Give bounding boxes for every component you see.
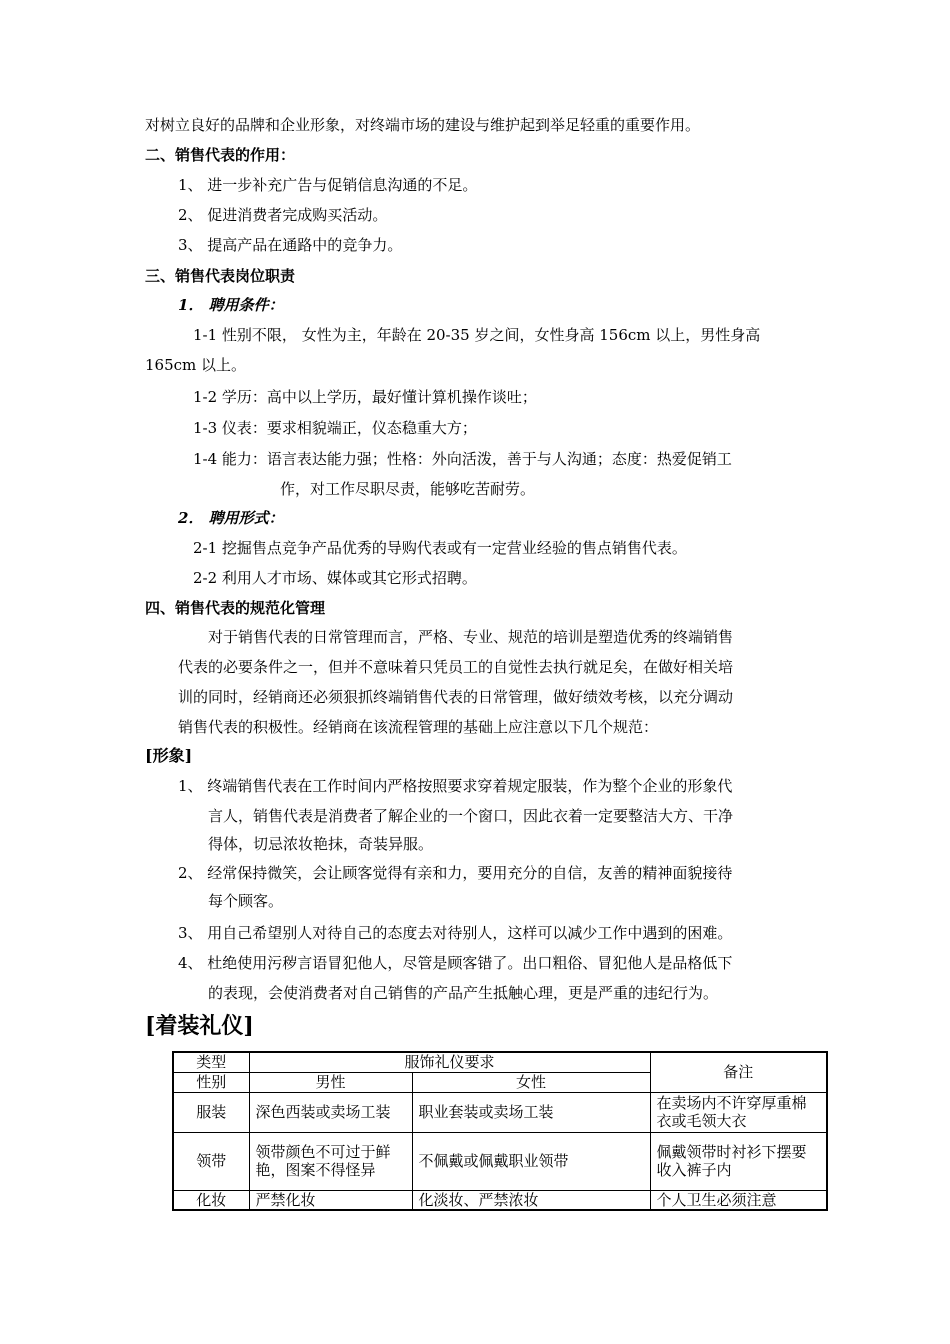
requirement-1-1-line2: 165cm 以上。 <box>145 356 247 374</box>
image-item-1-line2: 言人，销售代表是消费者了解企业的一个窗口，因此衣着一定要整洁大方、干净 <box>208 807 734 825</box>
row-male: 严禁化妆 <box>249 1190 412 1210</box>
row-type: 领带 <box>173 1132 249 1190</box>
row-note: 个人卫生必须注意 <box>650 1190 827 1210</box>
intro-paragraph: 对树立良好的品牌和企业形象，对终端市场的建设与维护起到举足轻重的重要作用。 <box>145 116 701 134</box>
header-type: 类型 <box>173 1052 249 1072</box>
dress-etiquette-heading: [着装礼仪] <box>145 1013 254 1039</box>
requirement-1-1-line1: 1-1 性别不限， 女性为主，年龄在 20-35 岁之间，女性身高 156cm 以上，男性身高 <box>193 326 761 344</box>
image-heading: [形象] <box>145 746 193 765</box>
image-item-1-line3: 得体，切忌浓妆艳抹，奇装异服。 <box>208 835 434 853</box>
dress-etiquette-table <box>172 1051 828 1211</box>
management-paragraph-line3: 训的同时，经销商还必须狠抓终端销售代表的日常管理，做好绩效考核，以充分调动 <box>178 688 734 706</box>
management-paragraph-line4: 销售代表的积极性。经销商在该流程管理的基础上应注意以下几个规范： <box>178 718 659 736</box>
row-note: 在卖场内不许穿厚重棉衣或毛领大衣 <box>650 1092 827 1132</box>
section2-item-2: 2、 促进消费者完成购买活动。 <box>178 206 388 224</box>
section4-heading: 四、销售代表的规范化管理 <box>145 599 326 617</box>
table-row <box>173 1190 827 1210</box>
hiring-form-2-2: 2-2 利用人才市场、媒体或其它形式招聘。 <box>193 569 477 587</box>
requirement-1-4-line2: 作，对工作尽职尽责，能够吃苦耐劳。 <box>280 480 536 498</box>
requirement-1-3: 1-3 仪表：要求相貌端正，仪态稳重大方； <box>193 419 477 437</box>
row-female: 职业套装或卖场工装 <box>412 1092 650 1132</box>
row-female: 不佩戴或佩戴职业领带 <box>412 1132 650 1190</box>
section2-heading: 二、销售代表的作用： <box>145 146 296 164</box>
image-item-4-line2: 的表现，会使消费者对自己销售的产品产生抵触心理，更是严重的违纪行为。 <box>208 984 719 1002</box>
image-item-4-line1: 4、 杜绝使用污秽言语冒犯他人，尽管是顾客错了。出口粗俗、冒犯他人是品格低下 <box>178 954 733 972</box>
requirement-1-2: 1-2 学历：高中以上学历，最好懂计算机操作谈吐； <box>193 388 537 406</box>
section2-item-3: 3、 提高产品在通路中的竞争力。 <box>178 236 403 254</box>
image-item-1-line1: 1、 终端销售代表在工作时间内严格按照要求穿着规定服装，作为整个企业的形象代 <box>178 777 733 795</box>
header-notes: 备注 <box>650 1052 827 1092</box>
table-row <box>173 1132 827 1190</box>
row-male: 领带颜色不可过于鲜艳，图案不得怪异 <box>249 1132 412 1190</box>
hiring-form-subheading: 2． 聘用形式： <box>178 509 284 527</box>
image-item-3: 3、 用自己希望别人对待自己的态度去对待别人，这样可以减少工作中遇到的困难。 <box>178 924 733 942</box>
row-type: 化妆 <box>173 1190 249 1210</box>
hiring-conditions-subheading: 1． 聘用条件： <box>178 296 284 314</box>
header-female: 女性 <box>412 1072 650 1092</box>
row-female: 化淡妆、严禁浓妆 <box>412 1190 650 1210</box>
management-paragraph-line2: 代表的必要条件之一，但并不意味着只凭员工的自觉性去执行就足矣，在做好相关培 <box>178 658 734 676</box>
header-gender: 性别 <box>173 1072 249 1092</box>
row-note: 佩戴领带时衬衫下摆要收入裤子内 <box>650 1132 827 1190</box>
section2-item-1: 1、 进一步补充广告与促销信息沟通的不足。 <box>178 176 478 194</box>
row-type: 服装 <box>173 1092 249 1132</box>
image-item-2-line1: 2、 经常保持微笑，会让顾客觉得有亲和力，要用充分的自信，友善的精神面貌接待 <box>178 864 733 882</box>
requirement-1-4-line1: 1-4 能力：语言表达能力强；性格：外向活泼，善于与人沟通；态度：热爱促销工 <box>193 450 732 468</box>
row-male: 深色西装或卖场工装 <box>249 1092 412 1132</box>
section3-heading: 三、销售代表岗位职责 <box>145 267 296 285</box>
hiring-form-2-1: 2-1 挖掘售点竞争产品优秀的导购代表或有一定营业经验的售点销售代表。 <box>193 539 687 557</box>
header-male: 男性 <box>249 1072 412 1092</box>
header-requirements: 服饰礼仪要求 <box>249 1052 650 1072</box>
table-row <box>173 1092 827 1132</box>
management-paragraph-line1: 对于销售代表的日常管理而言，严格、专业、规范的培训是塑造优秀的终端销售 <box>208 628 734 646</box>
image-item-2-line2: 每个顾客。 <box>208 892 284 910</box>
